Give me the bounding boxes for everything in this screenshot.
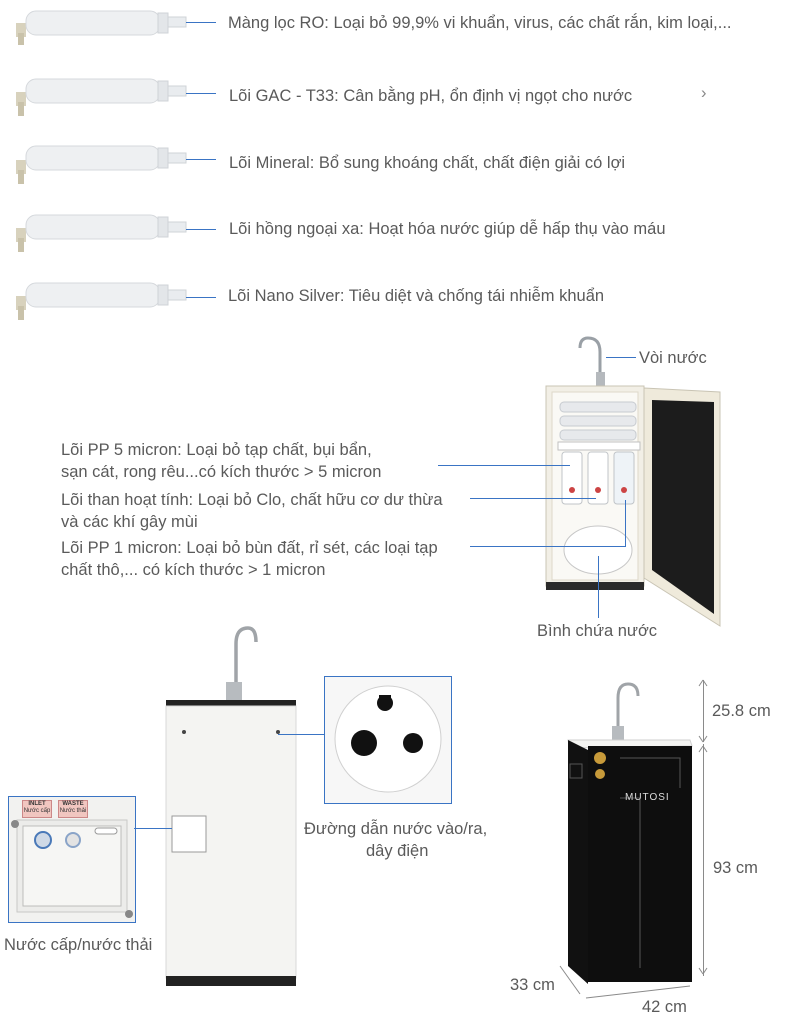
dim-body-height: 93 cm — [713, 859, 758, 877]
mineral-filter-icon — [0, 138, 200, 198]
ports-caption-line1: Đường dẫn nước vào/ra, — [304, 820, 488, 838]
filter-label-mineral: Lõi Mineral: Bổ sung khoáng chất, chất điện giải có lợi — [229, 154, 626, 172]
filter-label-ro: Màng lọc RO: Loại bỏ 99,9% vi khuẩn, virus, các chất rắn, kim loại,... — [228, 14, 732, 32]
callout-pp5-line2: sạn cát, rong rêu...có kích thước > 5 micron — [61, 463, 382, 481]
callout-pp1-line2: chất thô,... có kích thước > 1 micron — [61, 561, 326, 579]
dimension-arrows — [694, 676, 714, 976]
inlet-ports-icon — [9, 818, 135, 918]
waste-badge: WASTE Nước thải — [58, 800, 88, 818]
ports-plate-icon — [325, 677, 451, 803]
gac-filter-icon — [0, 70, 200, 130]
callout-pp1-line1: Lõi PP 1 micron: Loại bỏ bùn đất, rỉ sét, các loại tạp — [61, 539, 438, 557]
dim-faucet-height: 25.8 cm — [712, 702, 771, 720]
infrared-filter-icon — [0, 206, 200, 266]
front-unit-icon — [560, 678, 710, 988]
ports-caption-line2: dây điện — [366, 842, 429, 860]
ro-membrane-icon — [0, 0, 200, 60]
callout-carbon-line2: và các khí gây mùi — [61, 513, 198, 531]
stray-mark: › — [701, 84, 707, 102]
inlet-badge: INLET Nước cấp — [22, 800, 52, 818]
filter-label-gac: Lõi GAC - T33: Cân bằng pH, ổn định vị ngọt cho nước — [229, 87, 633, 105]
inlet-caption: Nước cấp/nước thải — [4, 936, 153, 954]
dim-width: 42 cm — [642, 998, 687, 1016]
tank-label: Bình chứa nước — [537, 622, 658, 640]
nano-silver-filter-icon — [0, 274, 200, 334]
filter-label-nano-silver: Lõi Nano Silver: Tiêu diệt và chống tái nhiễm khuẩn — [228, 287, 605, 305]
front-brand: MUTOSI — [625, 792, 670, 803]
base-dimension-lines — [556, 962, 716, 1002]
open-cabinet-icon — [540, 330, 740, 630]
faucet-label: Vòi nước — [639, 349, 707, 367]
filter-label-infrared: Lõi hồng ngoại xa: Hoạt hóa nước giúp dễ hấp thụ vào máu — [229, 220, 666, 238]
back-view-unit-icon — [160, 620, 300, 990]
callout-carbon-line1: Lõi than hoạt tính: Loại bỏ Clo, chất hữu cơ dư thừa — [61, 491, 443, 509]
callout-pp5-line1: Lõi PP 5 micron: Loại bỏ tạp chất, bụi bẩn, — [61, 441, 372, 459]
dim-depth: 33 cm — [510, 976, 555, 994]
